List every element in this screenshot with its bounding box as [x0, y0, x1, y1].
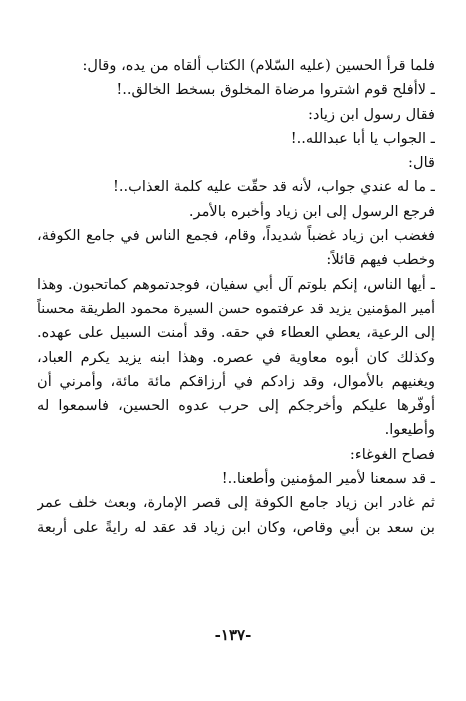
text-line: ـ الجواب يا أبا عبدالله..! [290, 129, 435, 147]
text-line: ـ ما له عندي جواب، لأنه قد حقّت عليه كلمة العذاب..! [113, 178, 435, 196]
text-line: قال: [408, 154, 435, 172]
text-line: وكذلك كان أبوه معاوية في عصره. وهذا ابنه يزيد يكرم العباد، [37, 348, 435, 366]
page-number: -١٣٧- [214, 626, 252, 644]
text-line: بن سعد بن أبي وقاص، وكان ابن زياد قد عقد له رايةً على أربعة [37, 518, 435, 536]
text-line: فرجع الرسول إلى ابن زياد وأخبره بالأمر. [188, 202, 435, 220]
text-line: إلى الرعية، يعطي العطاء في حقه. وقد أمنت السبيل على عهده. [37, 324, 435, 342]
text-line: وخطب فيهم قائلاً: [326, 251, 435, 269]
text-line: فغضب ابن زياد غضباً شديداً، وقام، فجمع الناس في جامع الكوفة، [37, 227, 435, 245]
text-line: فلما قرأ الحسين (عليه السّلام) الكتاب ألقاه من يده، وقال: [82, 57, 435, 74]
text-line: ـ أيها الناس، إنكم بلوتم آل أبي سفيان، فوجدتموهم كماتحبون. وهذا [37, 276, 435, 293]
page-text [37, 54, 435, 540]
text-line: ـ قد سمعنا لأمير المؤمنين وأطعنا..! [221, 470, 435, 488]
text-line: أمير المؤمنين يزيد قد عرفتموه حسن السيرة محمود الطريقة محسناً [37, 300, 435, 317]
text-line: فقال رسول ابن زياد: [308, 105, 435, 123]
text-line: فصاح الغوغاء: [349, 445, 435, 463]
text-line: أوفّرها عليكم وأخرجكم إلى حرب عدوه الحسين، فاسمعوا له [37, 397, 435, 415]
text-line: ـ لاأفلح قوم اشتروا مرضاة المخلوق بسخط الخالق..! [116, 81, 435, 99]
text-line: وأطيعوا. [384, 421, 435, 439]
text-line: ويغنيهم بالأموال، وقد زادكم في أرزاقكم مائة مائة، وأمرني أن [37, 372, 435, 390]
text-line: ثم غادر ابن زياد جامع الكوفة إلى قصر الإمارة، وبعث خلف عمر [37, 494, 435, 512]
